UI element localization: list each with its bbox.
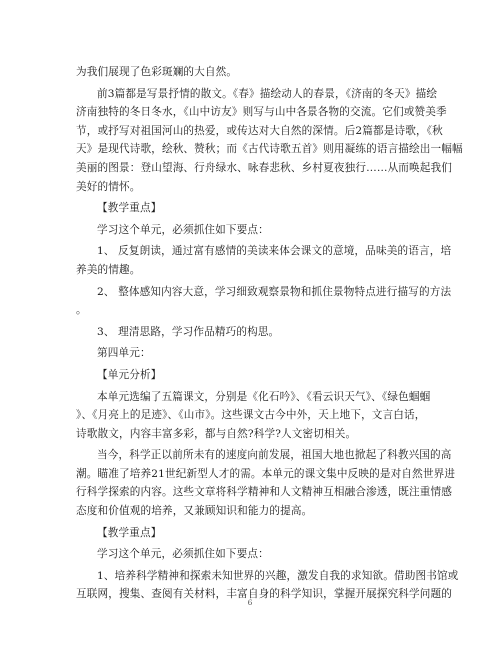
text-line: 3、 理清思路，学习作品精巧的构思。 [97, 325, 280, 338]
page-number: 6 [247, 598, 253, 607]
text-line: 美好的情怀。 [76, 180, 141, 193]
paragraph [76, 344, 428, 363]
text-line: 济南独特的冬日冬水，《山中访友》则写与山中各景各物的交流。它们或赞美季 [76, 106, 447, 119]
text-line: 为我们展现了色彩斑斓的大自然。 [76, 66, 238, 78]
paragraph [76, 63, 428, 82]
text-line: 前3篇都是写景抒情的散文。《春》描绘动人的春景，《济南的冬天》描绘 [97, 87, 438, 100]
text-line: 2、 整体感知内容大意，学习细致观察景物和抓住景物特点进行描写的方法 [97, 285, 452, 298]
text-line: 1、 反复朗读，通过富有感情的美读来体会课文的意境，品味美的语言，培 [97, 245, 452, 258]
text-line: 节，或抒写对祖国河山的热爱，或传达对大自然的深情。后2篇都是诗歌，《秋 [76, 124, 443, 137]
text-line: 养美的情趣。 [76, 263, 141, 276]
paragraph [76, 221, 428, 240]
paragraph [76, 323, 428, 342]
text-line: 1、培养科学精神和探索未知世界的兴趣，激发自我的求知欲。借助图书馆或 [97, 569, 459, 582]
text-line: 》、《月亮上的足迹》、《山市》。这些课文古今中外，天上地下，文言白话， [76, 409, 426, 422]
text-line: 。 [76, 304, 87, 317]
text-line: 本单元选编了五篇课文，分别是《化石吟》、《看云识天气》、《绿色蝈蝈 [97, 390, 431, 403]
paragraph [76, 199, 428, 218]
text-line: 【教学重点】 [97, 202, 162, 215]
text-line: 潮。瞄准了培养21世纪新型人才的需。本单元的课文集中反映的是对自然世界进 [76, 467, 456, 480]
paragraph [76, 366, 428, 385]
paragraph [76, 524, 428, 543]
text-line: 学习这个单元，必须抓住如下要点： [97, 223, 269, 236]
text-line: 学习这个单元，必须抓住如下要点： [97, 548, 269, 561]
paragraph [76, 242, 452, 279]
text-line: 诗歌散文，内容丰富多彩，都与自然?科学?人文密切相关。 [76, 427, 357, 440]
document-body [76, 63, 463, 607]
text-line: 互联网，搜集、查阅有关材料，丰富自身的科学知识，掌握开展探究科学问题的 [76, 588, 453, 601]
text-line: 当今，科学正以前所未有的速度向前发展，祖国大地也掀起了科教兴国的高 [97, 449, 452, 462]
paragraph [76, 388, 431, 444]
paragraph [76, 446, 456, 520]
text-line: 天》是现代诗歌，绘秋、赞秋；而《古代诗歌五首》则用凝练的语言描绘出一幅幅 [76, 143, 463, 156]
text-line: 美丽的图景：登山望海、行舟绿水、咏春悲秋、乡村夏夜独行……从而唤起我们 [76, 161, 453, 174]
paragraph [76, 283, 452, 320]
text-line: 态度和价值观的培养，又兼顾知识和能力的提高。 [76, 505, 313, 518]
text-line: 【单元分析】 [97, 368, 162, 381]
paragraph [76, 545, 428, 564]
text-line: 【教学重点】 [97, 526, 162, 539]
text-line: 第四单元： [97, 347, 151, 360]
text-line: 行科学探索的内容。这些文章将科学精神和人文精神互相融合渗透，既注重情感 [76, 486, 453, 499]
paragraph [76, 85, 463, 197]
